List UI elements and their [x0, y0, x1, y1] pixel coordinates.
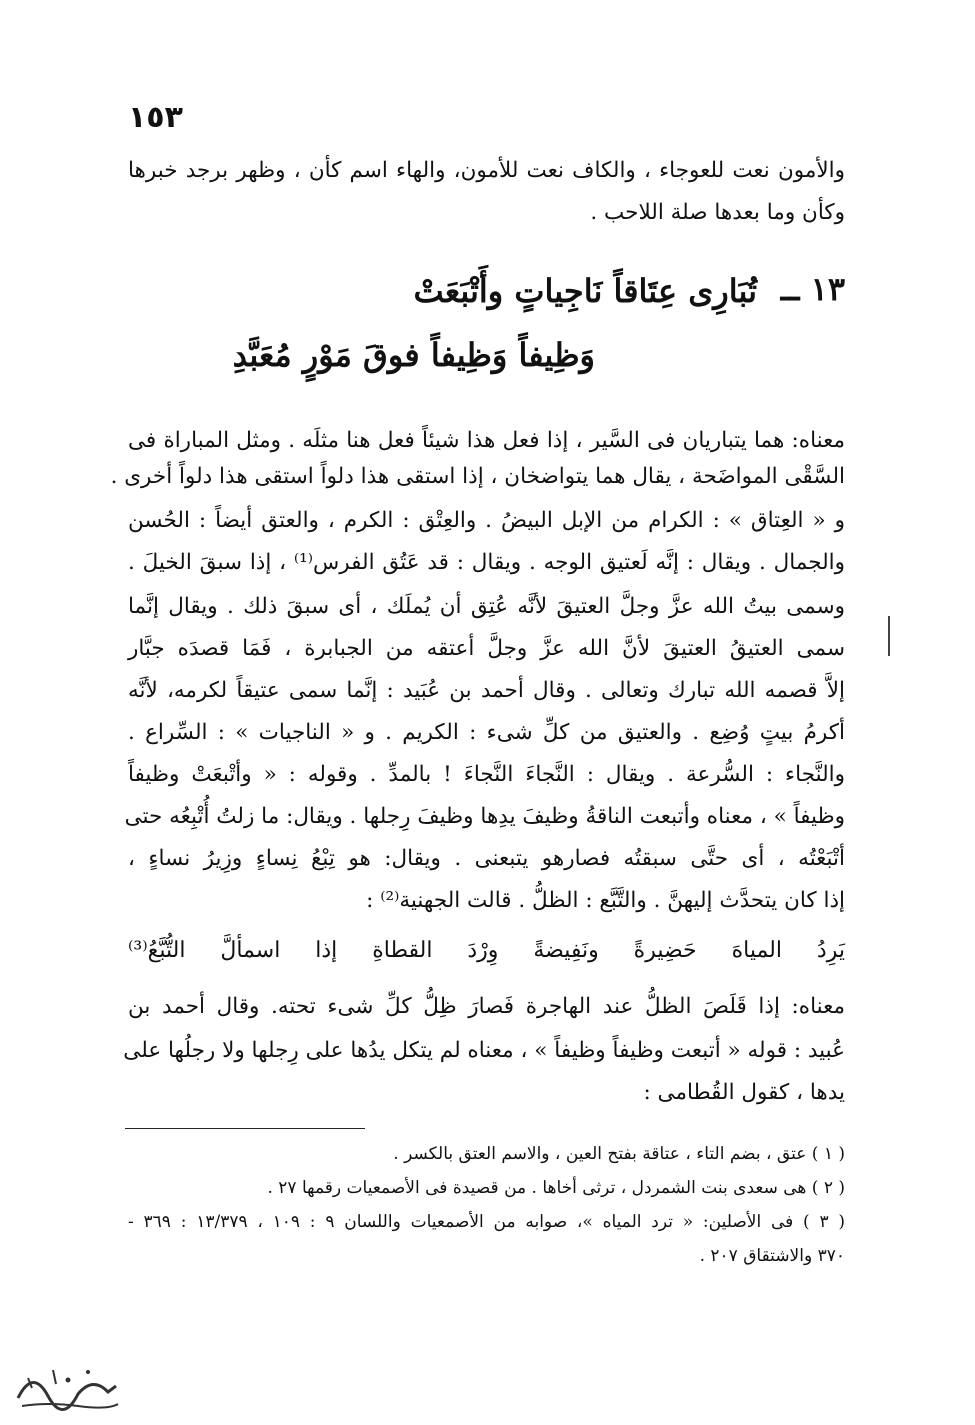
margin-mark	[888, 616, 890, 656]
page-number: ١٥٣	[128, 100, 183, 135]
body-line-8: أكرمُ بيتٍ وُضِع . والعتيق من كلِّ شىء : الكريم . و « الناجيات » : السِّراع .	[128, 720, 845, 745]
body-line-10: وظيفاً » ، معناه وأتبعت الناقةُ وظيفَ يدِها وظيفَ رِجلها . ويقال: ما زلتُ أُتْبِعُه حتى	[124, 804, 845, 829]
body-line-7: إلاَّ قصمه الله تبارك وتعالى . وقال أحمد بن عُبَيد : إنَّما سمى عتيقاً لكرمه، لأنَّه	[128, 678, 845, 703]
footnote-2: ( ٢ ) هى سعدى بنت الشمردل ، ترثى أخاها . من قصيدة فى الأصمعيات رقمها ٢٧ .	[267, 1178, 845, 1198]
footnote-3: ( ٣ ) فى الأصلين: « ترد المياه »، صوابه من الأصمعيات واللسان ٩ : ١٠٩ ، ١٣/٣٧٩ : ٣٦٩ -	[128, 1212, 845, 1232]
footnote-divider	[125, 1128, 365, 1129]
body2-line-1: معناه: إذا قَلَصَ الظلُّ عند الهاجرة فَصارَ ظِلُّ كلِّ شىء تحته. وقال أحمد بن	[128, 994, 845, 1019]
body-line-1: معناه: هما يتباريان فى السَّير ، إذا فعل هذا شيئاً فعل هنا مثلَه . ومثل المباراة فى	[128, 428, 845, 453]
intro-line-2: وكأن وما بعدها صلة اللاحب .	[590, 200, 845, 225]
body-line-11: أتْبَعْتُه ، أى حتَّى سبقتُه فصارهو يتبعنى . ويقال: هو تِبْعُ نِساءٍ وزِيرُ نساءٍ ،	[128, 846, 845, 871]
body2-line-2: عُبيد : قوله « أتبعت وظيفاً وظيفاً » ، معناه لم يتكل يدُها على رِجلها ولا رجلُها على	[123, 1038, 845, 1063]
body-line-9: والنَّجاء : السُّرعة . ويقال : النَّجاءَ النَّجاءَ ! بالمدِّ . وقوله : « وأتْبعَتْ وظيفاً	[128, 762, 845, 787]
footnote-1: ( ١ ) عتق ، بضم التاء ، عتاقة بفتح العين ، والاسم العتق بالكسر .	[393, 1144, 845, 1164]
body-line-2: السَّقْى المواضَحة ، يقال هما يتواضخان ، إذا استقى هذا دلواً استقى هذا دلواً أخرى .	[110, 464, 845, 489]
body-line-3: و « العِتاق » : الكرام من الإبل البيضُ . والعِتْق : الكرم ، والعتق أيضاً : الحُسن	[128, 508, 845, 533]
body-line-4: والجمال . ويقال : إنَّه لَعتيق الوجه . ويقال : قد عَتُق الفرس⁽¹⁾ ، إذا سبقَ الخيلَ .	[128, 550, 845, 575]
body2-line-3: يدها ، كقول القُطامى :	[643, 1080, 845, 1105]
body-line-5: وسمى بيتُ الله عزَّ وجلَّ العتيقَ لأنَّه عُتِق أن يُملَك ، أى سبقَ ذلك . ويقال إنَّما	[128, 594, 845, 619]
verse-line-1: تُبَارِى عِتَاقاً نَاجِياتٍ وأَتْبَعَتْ	[413, 272, 757, 310]
footnote-3-continued: ٣٧٠ والاشتقاق ٢٠٧ .	[699, 1246, 845, 1266]
poem-line: يَرِدُ المياهَ حَضِيرةً ونَفِيضةً وِرْدَ القطاةِ إذا اسمألَّ التُّبَّعُ⁽³⁾	[128, 938, 845, 963]
intro-line-1: والأمون نعت للعوجاء ، والكاف نعت للأمون، والهاء اسم كأن ، وظهر برجد خبرها	[128, 158, 845, 183]
body-line-6: سمى العتيقُ العتيقَ لأنَّ الله عزَّ وجلَّ أعتقه من الجبابرة ، فَمَا قصدَه جبَّار	[128, 636, 845, 661]
body-line-12: إذا كان يتحدَّث إليهنَّ . والتَّبَّع : الظلُّ . قالت الجهنية⁽²⁾ :	[366, 888, 845, 913]
verse-line-2: وَظِيفاً وَظِيفاً فوقَ مَوْرٍ مُعَبَّدِ	[232, 336, 595, 374]
library-logo-icon	[8, 1358, 128, 1418]
verse-number: ١٣ ــ	[780, 270, 845, 308]
